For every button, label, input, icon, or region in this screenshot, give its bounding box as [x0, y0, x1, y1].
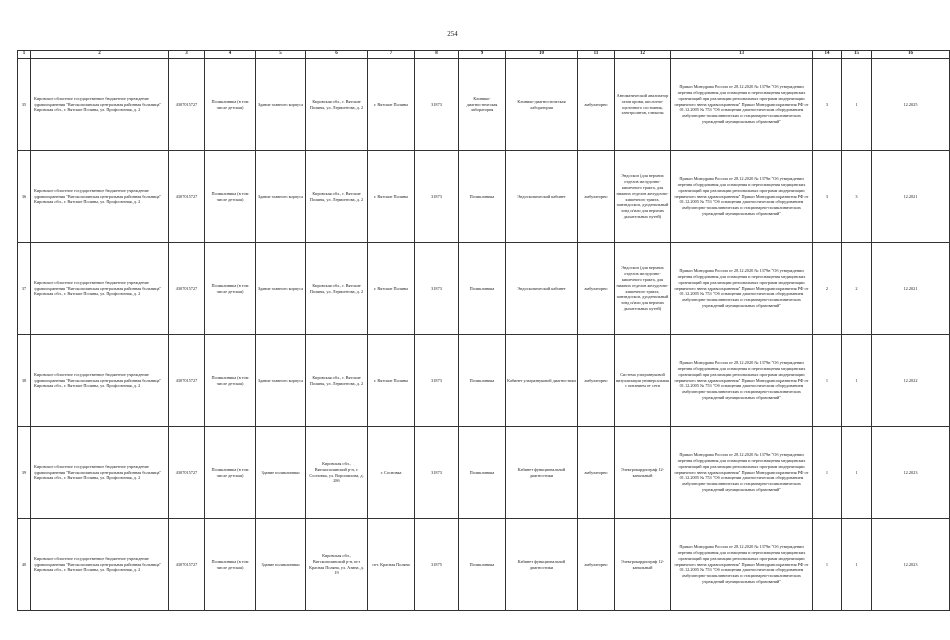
date-cell: 12.2025	[872, 59, 950, 151]
address-cell: Кировская обл., г. Вятские Поляны, ул. Лермонтова, д. 2	[306, 335, 368, 427]
legal-basis-cell: Приказ Минздрава России от 28.12.2020 № 1379н "Об утверждении перечня оборудования для оснащения и переоснащения медицинских организаций при реализации региональных программ модернизации первичного звена здравоохранения" Приказ Минздравсоцразвития РФ от 01.12.2005 № 753 "Об оснащении диагностическим оборудованием амбулаторно-поликлинических и стационарно-поликлинических учреждений муниципальных образований"	[671, 243, 813, 335]
date-cell: 12.2022	[872, 335, 950, 427]
equipment-cell: Система ультразвуковой визуализации универсальная с питанием от сети	[615, 335, 671, 427]
column-number: 16	[872, 51, 950, 59]
row-number: 36	[18, 151, 31, 243]
locality-cell: г. Вятские Поляны	[368, 151, 415, 243]
code-cell: 31873	[415, 427, 459, 519]
care-mode-cell: амбулаторно	[578, 427, 615, 519]
page-number: 254	[447, 30, 458, 38]
equipment-cell: Эндоскоп (для верхних отделов желудочно-кишечного тракта, для нижних отделов желудочно-кишечного тракта, панэндоскоп, дуоденальный зонд и/или для верхних дыхательных путей)	[615, 151, 671, 243]
facility-type-cell: Поликлиника (в том числе детская)	[205, 243, 256, 335]
locality-cell: г. Вятские Поляны	[368, 59, 415, 151]
col15-cell: 1	[842, 427, 872, 519]
column-number: 3	[169, 51, 205, 59]
care-mode-cell: амбулаторно	[578, 519, 615, 611]
code-cell: 31873	[415, 59, 459, 151]
legal-basis-cell: Приказ Минздрава России от 28.12.2020 № 1379н "Об утверждении перечня оборудования для оснащения и переоснащения медицинских организаций при реализации региональных программ модернизации первичного звена здравоохранения" Приказ Минздравсоцразвития РФ от 01.12.2005 № 753 "Об оснащении диагностическим оборудованием амбулаторно-поликлинических и стационарно-поликлинических учреждений муниципальных образований"	[671, 59, 813, 151]
table-row	[18, 243, 950, 335]
organization-cell: Кировское областное государственное бюджетное учреждение здравоохранения "Вятскополянская центральная районная больница" Кировская обл., г. Вятские Поляны, ул. Профсоюзная, д. 2	[31, 519, 169, 611]
inn-cell: 4307015727	[169, 519, 205, 611]
organization-cell: Кировское областное государственное бюджетное учреждение здравоохранения "Вятскополянская центральная районная больница" Кировская обл., г. Вятские Поляны, ул. Профсоюзная, д. 2	[31, 151, 169, 243]
col14-cell: 3	[813, 59, 842, 151]
inn-cell: 4307015727	[169, 427, 205, 519]
legal-basis-cell: Приказ Минздрава России от 28.12.2020 № 1379н "Об утверждении перечня оборудования для оснащения и переоснащения медицинских организаций при реализации региональных программ модернизации первичного звена здравоохранения" Приказ Минздравсоцразвития РФ от 01.12.2005 № 753 "Об оснащении диагностическим оборудованием амбулаторно-поликлинических и стационарно-поликлинических учреждений муниципальных образований"	[671, 335, 813, 427]
care-mode-cell: амбулаторно	[578, 243, 615, 335]
building-cell: Здание главного корпуса	[256, 151, 306, 243]
col15-cell: 1	[842, 519, 872, 611]
table-row	[18, 519, 950, 611]
column-number: 4	[205, 51, 256, 59]
address-cell: Кировская обл., Вятскополянский р-н, пгт Красная Поляна, ул. Азина, д. 19	[306, 519, 368, 611]
column-number: 14	[813, 51, 842, 59]
building-cell: Здание поликлиники	[256, 427, 306, 519]
column-number: 11	[578, 51, 615, 59]
date-cell: 12.2021	[872, 151, 950, 243]
column-number: 5	[256, 51, 306, 59]
inn-cell: 4307015727	[169, 335, 205, 427]
col14-cell: 1	[813, 427, 842, 519]
col15-cell: 3	[842, 151, 872, 243]
facility-type-cell: Поликлиника (в том числе детская)	[205, 335, 256, 427]
row-number: 40	[18, 519, 31, 611]
building-cell: Здание главного корпуса	[256, 59, 306, 151]
facility-type-cell: Поликлиника (в том числе детская)	[205, 59, 256, 151]
row-number: 37	[18, 243, 31, 335]
column-number: 15	[842, 51, 872, 59]
facility-type-cell: Поликлиника (в том числе детская)	[205, 151, 256, 243]
unit-cell: Поликлиника	[459, 151, 506, 243]
organization-cell: Кировское областное государственное бюджетное учреждение здравоохранения "Вятскополянская центральная районная больница" Кировская обл., г. Вятские Поляны, ул. Профсоюзная, д. 2	[31, 59, 169, 151]
col14-cell: 1	[813, 519, 842, 611]
unit-cell: Поликлиника	[459, 243, 506, 335]
care-mode-cell: амбулаторно	[578, 59, 615, 151]
room-cell: Эндоскопический кабинет	[506, 243, 578, 335]
col14-cell: 2	[813, 243, 842, 335]
room-cell: Кабинет ультразвуковой диагностики	[506, 335, 578, 427]
locality-cell: г. Сосновка	[368, 427, 415, 519]
inn-cell: 4307015727	[169, 243, 205, 335]
unit-cell: Поликлиника	[459, 335, 506, 427]
column-number: 9	[459, 51, 506, 59]
equipment-cell: Автоматический анализатор газов крови, кислотно-щелочного состояния, электролитов, глюкозы	[615, 59, 671, 151]
column-number: 13	[671, 51, 813, 59]
column-number: 7	[368, 51, 415, 59]
locality-cell: г. Вятские Поляны	[368, 335, 415, 427]
address-cell: Кировская обл., г. Вятские Поляны, ул. Лермонтова, д. 2	[306, 243, 368, 335]
locality-cell: пгт. Красная Поляна	[368, 519, 415, 611]
locality-cell: г. Вятские Поляны	[368, 243, 415, 335]
equipment-cell: Электрокардиограф 12-канальный	[615, 427, 671, 519]
facility-type-cell: Поликлиника (в том числе детская)	[205, 519, 256, 611]
code-cell: 31875	[415, 519, 459, 611]
col15-cell: 2	[842, 243, 872, 335]
table-row	[18, 59, 950, 151]
address-cell: Кировская обл., г. Вятские Поляны, ул. Лермонтова, д. 2	[306, 151, 368, 243]
column-number: 10	[506, 51, 578, 59]
date-cell: 12.2023	[872, 427, 950, 519]
building-cell: Здание поликлиники	[256, 519, 306, 611]
organization-cell: Кировское областное государственное бюджетное учреждение здравоохранения "Вятскополянская центральная районная больница" Кировская обл., г. Вятские Поляны, ул. Профсоюзная, д. 2	[31, 335, 169, 427]
care-mode-cell: амбулаторно	[578, 335, 615, 427]
table-row	[18, 151, 950, 243]
code-cell: 31873	[415, 335, 459, 427]
date-cell: 12.2023	[872, 519, 950, 611]
row-number: 35	[18, 59, 31, 151]
address-cell: Кировская обл., Вятскополянский р-н, г. Сосновка, ул. Ворошилова, д. 28б	[306, 427, 368, 519]
unit-cell: Поликлиника	[459, 519, 506, 611]
equipment-table	[17, 50, 950, 611]
legal-basis-cell: Приказ Минздрава России от 28.12.2020 № 1379н "Об утверждении перечня оборудования для оснащения и переоснащения медицинских организаций при реализации региональных программ модернизации первичного звена здравоохранения" Приказ Минздравсоцразвития РФ от 01.12.2005 № 753 "Об оснащении диагностическим оборудованием амбулаторно-поликлинических и стационарно-поликлинических учреждений муниципальных образований"	[671, 427, 813, 519]
column-number: 6	[306, 51, 368, 59]
unit-cell: Поликлиника	[459, 427, 506, 519]
organization-cell: Кировское областное государственное бюджетное учреждение здравоохранения "Вятскополянская центральная районная больница" Кировская обл., г. Вятские Поляны, ул. Профсоюзная, д. 2	[31, 427, 169, 519]
row-number: 38	[18, 335, 31, 427]
room-cell: Кабинет функциональной диагностики	[506, 427, 578, 519]
column-number-row	[18, 51, 950, 59]
col14-cell: 3	[813, 151, 842, 243]
column-number: 8	[415, 51, 459, 59]
inn-cell: 4307015727	[169, 151, 205, 243]
unit-cell: Клинико-диагностическая лаборатория	[459, 59, 506, 151]
room-cell: Кабинет функциональной диагностики	[506, 519, 578, 611]
building-cell: Здание главного корпуса	[256, 335, 306, 427]
legal-basis-cell: Приказ Минздрава России от 28.12.2020 № 1379н "Об утверждении перечня оборудования для оснащения и переоснащения медицинских организаций при реализации региональных программ модернизации первичного звена здравоохранения" Приказ Минздравсоцразвития РФ от 01.12.2005 № 753 "Об оснащении диагностическим оборудованием амбулаторно-поликлинических и стационарно-поликлинических учреждений муниципальных образований"	[671, 519, 813, 611]
room-cell: Клинико-диагностическая лаборатория	[506, 59, 578, 151]
table-row	[18, 427, 950, 519]
address-cell: Кировская обл., г. Вятские Поляны, ул. Лермонтова, д. 2	[306, 59, 368, 151]
room-cell: Эндоскопический кабинет	[506, 151, 578, 243]
inn-cell: 4307015727	[169, 59, 205, 151]
table-row	[18, 335, 950, 427]
col14-cell: 1	[813, 335, 842, 427]
col15-cell: 1	[842, 335, 872, 427]
row-number: 39	[18, 427, 31, 519]
code-cell: 31873	[415, 243, 459, 335]
column-number: 12	[615, 51, 671, 59]
equipment-cell: Эндоскоп (для верхних отделов желудочно-кишечного тракта, для нижних отделов желудочно-кишечного тракта, панэндоскоп, дуоденальный зонд и/или для верхних дыхательных путей)	[615, 243, 671, 335]
equipment-cell: Электрокардиограф 12-канальный	[615, 519, 671, 611]
facility-type-cell: Поликлиника (в том числе детская)	[205, 427, 256, 519]
legal-basis-cell: Приказ Минздрава России от 28.12.2020 № 1379н "Об утверждении перечня оборудования для оснащения и переоснащения медицинских организаций при реализации региональных программ модернизации первичного звена здравоохранения" Приказ Минздравсоцразвития РФ от 01.12.2005 № 753 "Об оснащении диагностическим оборудованием амбулаторно-поликлинических и стационарно-поликлинических учреждений муниципальных образований"	[671, 151, 813, 243]
column-number: 1	[18, 51, 31, 59]
care-mode-cell: амбулаторно	[578, 151, 615, 243]
organization-cell: Кировское областное государственное бюджетное учреждение здравоохранения "Вятскополянская центральная районная больница" Кировская обл., г. Вятские Поляны, ул. Профсоюзная, д. 2	[31, 243, 169, 335]
date-cell: 12.2021	[872, 243, 950, 335]
code-cell: 31873	[415, 151, 459, 243]
column-number: 2	[31, 51, 169, 59]
building-cell: Здание главного корпуса	[256, 243, 306, 335]
col15-cell: 1	[842, 59, 872, 151]
